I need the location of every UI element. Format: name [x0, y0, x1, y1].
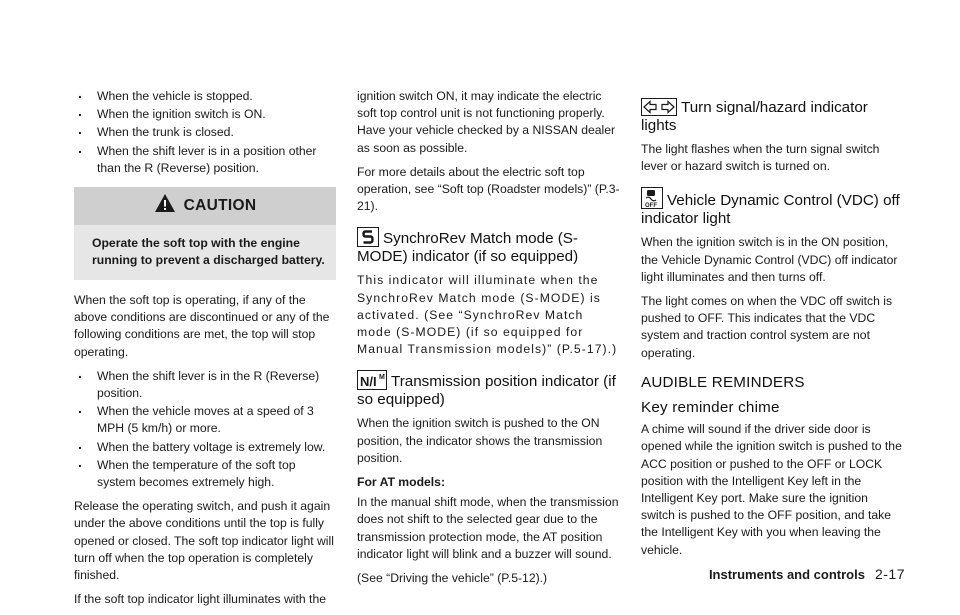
caution-text: Operate the soft top with the engine running to prevent a discharged battery.: [92, 236, 325, 268]
list-item: . When the shift lever is in the R (Reverse) position.: [74, 368, 336, 402]
list-item: . When the temperature of the soft top system becomes extremely high.: [74, 457, 336, 491]
paragraph: A chime will sound if the driver side door is opened while the ignition switch is pushed to the ACC position or pushed to the OFF or LOCK position with the Intelligent Key left in the Intelligent Key port. Make sure the ignition switch is pushed to the OFF position, and take the Intelligent Key with you when leaving the vehicle.: [641, 422, 902, 557]
vdc-icon-text: OFF: [645, 203, 657, 210]
trans-icon-sup: M: [379, 374, 385, 382]
caution-box: [74, 187, 336, 280]
caution-title: CAUTION: [183, 197, 257, 215]
caution-header: [74, 187, 336, 225]
paragraph: When the ignition switch is pushed to the ON position, the indicator shows the transmission position.: [357, 416, 603, 465]
page-footer: [709, 566, 905, 582]
paragraph: The light comes on when the VDC off switch is pushed to OFF. This indicates that the VDC system and traction control system are not operating.: [641, 294, 893, 360]
heading-synchrorev: [357, 227, 620, 266]
list-item: . When the ignition switch is ON.: [74, 106, 336, 123]
page-number: 2-17: [874, 566, 905, 582]
bullet-list-conditions: [74, 88, 336, 177]
heading-text: SynchroRev Match mode (S-MODE) indicator (if so equipped): [357, 230, 579, 266]
paragraph: Release the operating switch, and push it again under the above conditions until the top is fully opened or closed. The soft top indicator light will turn off when the top operation is completely finished.: [74, 499, 334, 583]
heading-text: Transmission position indicator (if so equipped): [357, 373, 616, 409]
transmission-indicator-icon: [357, 370, 387, 390]
column-right: [641, 88, 905, 566]
trans-icon-text: N/I: [360, 374, 377, 390]
list-item: . When the trunk is closed.: [74, 124, 336, 141]
at-models-label: For AT models:: [357, 475, 446, 490]
paragraph: (See “Driving the vehicle” (P.5-12).): [357, 571, 548, 586]
column-middle: [357, 88, 620, 594]
paragraph: In the manual shift mode, when the transmission does not shift to the selected gear due to the transmission protection mode, the AT position indicator light will blink and a buzzer will sound.: [357, 495, 619, 561]
s-mode-icon: [357, 227, 379, 247]
paragraph: This indicator will illuminate when the SynchroRev Match mode (S-MODE) is activated. (See “SynchroRev Match mode (S-MODE) (if so equipped for Manual Transmission models)” (P.5-17).): [357, 273, 618, 357]
list-item: . When the vehicle moves at a speed of 3 MPH (5 km/h) or more.: [74, 403, 336, 437]
heading-text: Vehicle Dynamic Control (VDC) off indicator light: [641, 192, 900, 228]
column-left: [74, 88, 336, 615]
paragraph: If the soft top indicator light illuminates with the: [74, 592, 327, 607]
heading-turn-signal: [641, 98, 905, 135]
heading-vdc: [641, 187, 905, 228]
vdc-off-icon: [641, 187, 663, 209]
paragraph: ignition switch ON, it may indicate the electric soft top control unit is not functioning properly. Have your vehicle checked by a NISSAN dealer as soon as possible.: [357, 89, 616, 155]
heading-text: Turn signal/hazard indicator lights: [641, 99, 868, 134]
paragraph: The light flashes when the turn signal switch lever or hazard switch is turned on.: [641, 142, 880, 174]
paragraph: For more details about the electric soft top operation, see “Soft top (Roadster models)” (P.3-21).: [357, 164, 620, 214]
paragraph: When the ignition switch is in the ON position, the Vehicle Dynamic Control (VDC) off indicator light illuminates and then turns off.: [641, 235, 898, 284]
list-item: . When the vehicle is stopped.: [74, 88, 336, 105]
heading-transmission: [357, 370, 620, 409]
heading-audible-reminders: AUDIBLE REMINDERS: [641, 373, 805, 391]
list-item: . When the battery voltage is extremely low.: [74, 439, 336, 456]
warning-triangle-icon: [154, 193, 176, 218]
heading-key-reminder: Key reminder chime: [641, 399, 780, 417]
section-name: Instruments and controls: [708, 567, 865, 582]
turn-signal-arrows-icon: [641, 98, 677, 116]
list-item: . When the shift lever is in a position other than the R (Reverse) position.: [74, 143, 336, 177]
paragraph: When the soft top is operating, if any of the above conditions are discontinued or any of the following conditions are met, the top will stop operating.: [74, 293, 330, 359]
bullet-list-stop-conditions: [74, 368, 336, 491]
